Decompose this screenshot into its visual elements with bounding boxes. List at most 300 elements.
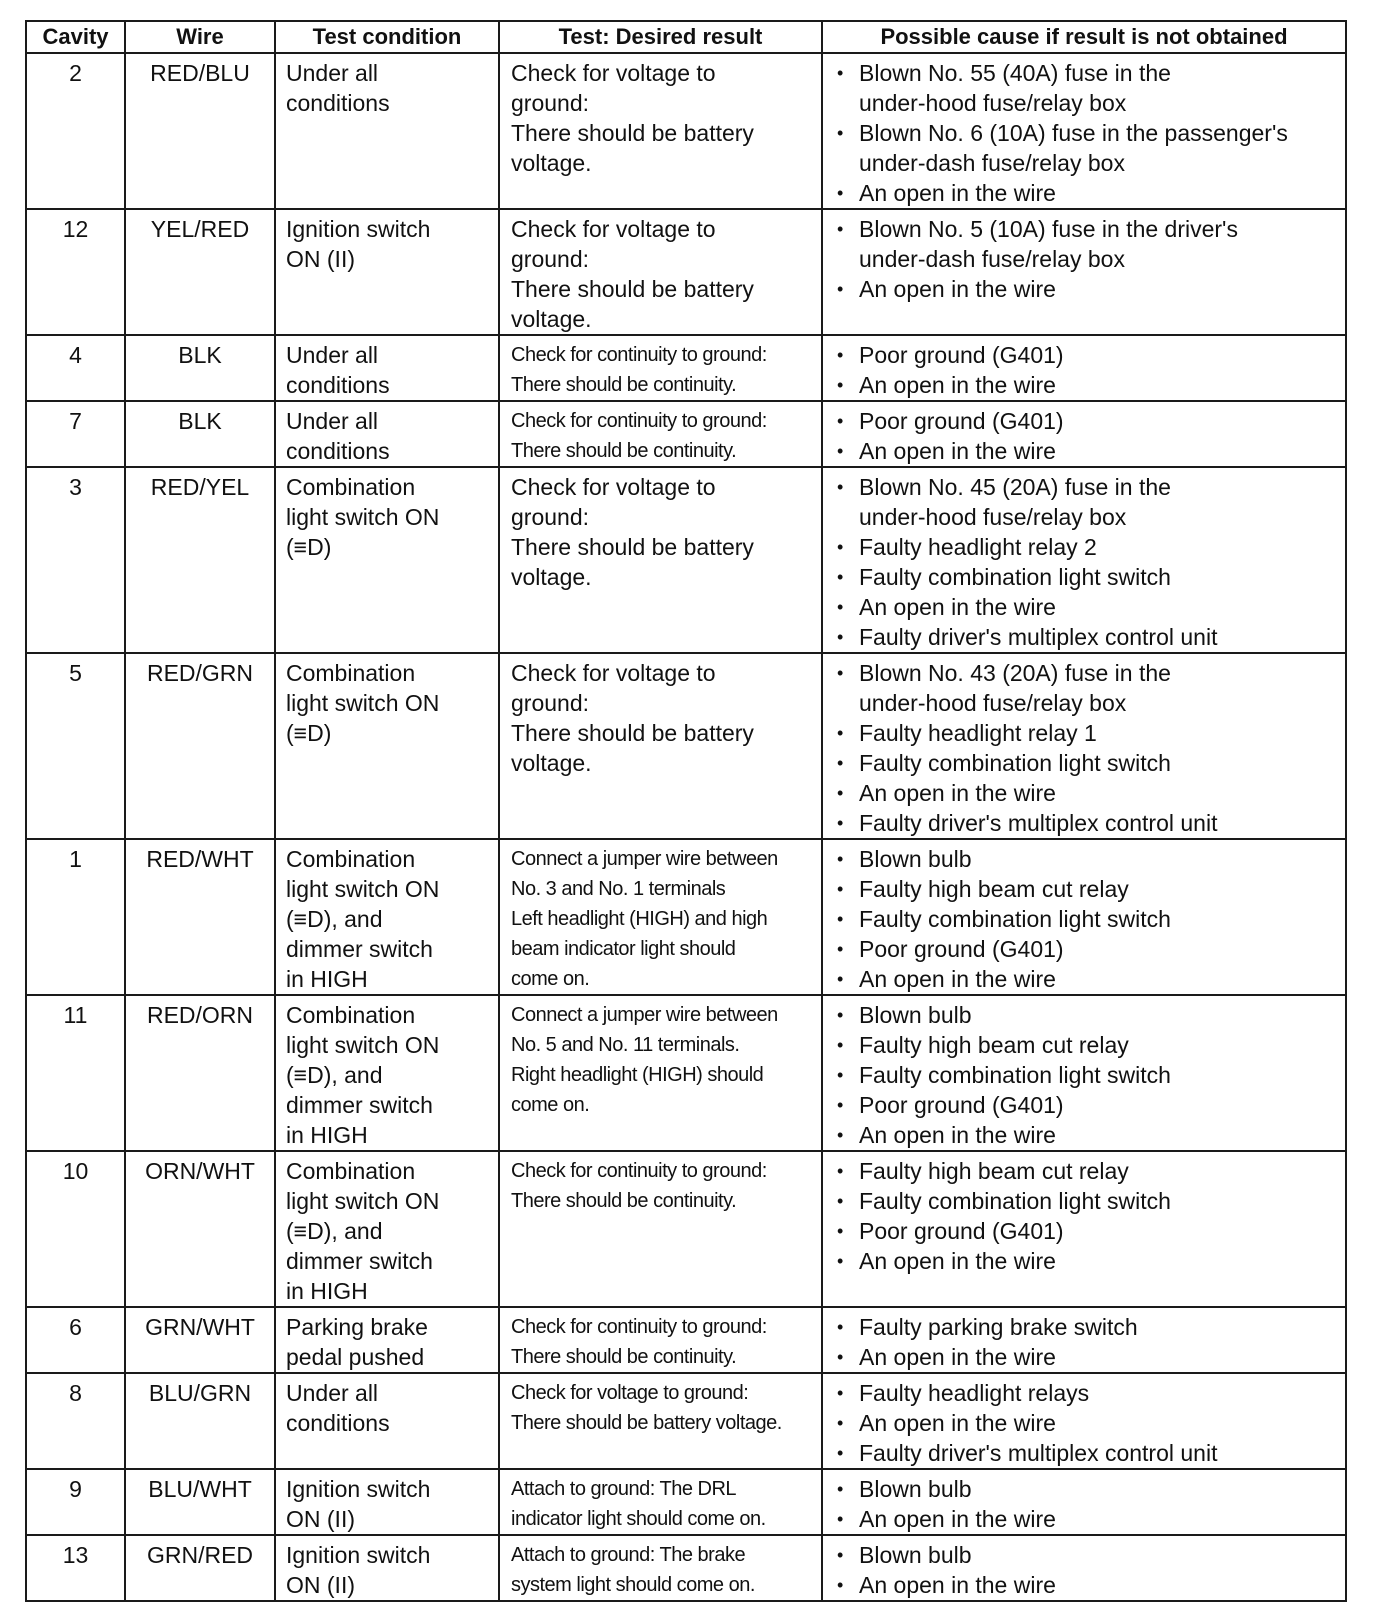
table-row (26, 995, 1346, 1151)
cause-list (837, 1156, 1343, 1276)
cause-text: Faulty parking brake switch (859, 1314, 1138, 1340)
desired-result-line: Check for continuity to ground: (511, 410, 767, 432)
test-condition-line: in HIGH (286, 966, 368, 992)
cause-item (837, 964, 1343, 994)
cause-item (837, 58, 1343, 118)
cause-text: An open in the wire (859, 1410, 1056, 1436)
desired-result-line: ground: (511, 246, 590, 272)
bullet-icon: • (837, 969, 844, 989)
test-condition-cell (275, 995, 499, 1151)
test-condition-line: conditions (286, 90, 390, 116)
cause-text: Blown No. 43 (20A) fuse in the under-hood fuse/relay box (859, 660, 1171, 716)
test-condition-cell (275, 1535, 499, 1601)
desired-result-line: Connect a jumper wire between (511, 848, 778, 870)
desired-result-line: come on. (511, 968, 590, 990)
desired-result-line: ground: (511, 90, 590, 116)
desired-result-line: There should be battery (511, 534, 754, 560)
test-condition-line: conditions (286, 438, 390, 464)
cavity-cell: 11 (26, 995, 125, 1151)
bullet-icon: • (837, 1347, 844, 1367)
wire-cell: BLK (125, 401, 275, 467)
cavity-cell: 12 (26, 209, 125, 335)
bullet-icon: • (837, 1317, 844, 1337)
cause-text: An open in the wire (859, 1344, 1056, 1370)
test-condition-cell (275, 209, 499, 335)
wire-cell: RED/YEL (125, 467, 275, 653)
test-condition-cell (275, 1373, 499, 1469)
test-condition-line: Combination (286, 846, 416, 872)
cause-item (837, 1186, 1343, 1216)
cause-text: An open in the wire (859, 1248, 1056, 1274)
table-row (26, 1535, 1346, 1601)
possible-cause-cell (822, 53, 1346, 209)
desired-result-line: There should be battery voltage. (511, 1412, 782, 1434)
possible-cause-cell (822, 209, 1346, 335)
table-row (26, 1469, 1346, 1535)
bullet-icon: • (837, 411, 844, 431)
bullet-icon: • (837, 783, 844, 803)
desired-result-line: There should be continuity. (511, 1346, 737, 1368)
bullet-icon: • (837, 279, 844, 299)
cause-item (837, 1246, 1343, 1276)
cause-item (837, 274, 1343, 304)
desired-result-line: voltage. (511, 564, 592, 590)
bullet-icon: • (837, 123, 844, 143)
cause-item (837, 1156, 1343, 1186)
table-row (26, 209, 1346, 335)
bullet-icon: • (837, 1251, 844, 1271)
test-condition-line: light switch ON (286, 504, 440, 530)
cause-list (837, 1378, 1343, 1468)
bullet-icon: • (837, 183, 844, 203)
cause-item (837, 178, 1343, 208)
test-condition-cell (275, 1469, 499, 1535)
desired-result-line: Connect a jumper wire between (511, 1004, 778, 1026)
cause-text: Faulty driver's multiplex control unit (859, 1440, 1218, 1466)
test-condition-line: (≡D), and (286, 1062, 383, 1088)
cause-item (837, 808, 1343, 838)
desired-result-line: Check for continuity to ground: (511, 1316, 767, 1338)
desired-result-cell (499, 653, 822, 839)
cause-text: An open in the wire (859, 1506, 1056, 1532)
bullet-icon: • (837, 1575, 844, 1595)
cause-text: Faulty driver's multiplex control unit (859, 624, 1218, 650)
cause-item (837, 1438, 1343, 1468)
cause-list (837, 340, 1343, 400)
test-condition-cell (275, 839, 499, 995)
test-condition-line: dimmer switch (286, 936, 433, 962)
test-condition-line: ON (II) (286, 246, 355, 272)
test-condition-line: Combination (286, 474, 416, 500)
cavity-cell: 3 (26, 467, 125, 653)
desired-result-cell (499, 401, 822, 467)
cavity-cell: 2 (26, 53, 125, 209)
possible-cause-cell (822, 1469, 1346, 1535)
cause-text: An open in the wire (859, 372, 1056, 398)
wire-cell: RED/GRN (125, 653, 275, 839)
table-row (26, 467, 1346, 653)
cause-text: Poor ground (G401) (859, 936, 1064, 962)
bullet-icon: • (837, 939, 844, 959)
table-row (26, 53, 1346, 209)
cause-text: An open in the wire (859, 1572, 1056, 1598)
cause-item (837, 1120, 1343, 1150)
table-row (26, 839, 1346, 995)
bullet-icon: • (837, 441, 844, 461)
cause-list (837, 58, 1343, 208)
desired-result-line: There should be battery (511, 120, 754, 146)
cavity-cell: 5 (26, 653, 125, 839)
cavity-cell: 10 (26, 1151, 125, 1307)
cause-text: An open in the wire (859, 780, 1056, 806)
table-row (26, 1307, 1346, 1373)
possible-cause-cell (822, 401, 1346, 467)
desired-result-cell (499, 1535, 822, 1601)
bullet-icon: • (837, 813, 844, 833)
test-condition-cell (275, 1151, 499, 1307)
desired-result-cell (499, 335, 822, 401)
cause-list (837, 1312, 1343, 1372)
test-condition-line: light switch ON (286, 876, 440, 902)
test-condition-cell (275, 53, 499, 209)
possible-cause-cell (822, 653, 1346, 839)
bullet-icon: • (837, 663, 844, 683)
cause-item (837, 340, 1343, 370)
desired-result-line: Check for voltage to (511, 660, 716, 686)
desired-result-line: ground: (511, 690, 590, 716)
test-condition-line: dimmer switch (286, 1092, 433, 1118)
desired-result-cell (499, 467, 822, 653)
cause-item (837, 622, 1343, 652)
cause-item (837, 214, 1343, 274)
table-row (26, 335, 1346, 401)
cause-item (837, 874, 1343, 904)
cause-text: Faulty combination light switch (859, 1062, 1171, 1088)
cause-text: Blown No. 6 (10A) fuse in the passenger's under-dash fuse/relay box (859, 120, 1288, 176)
test-table (25, 20, 1347, 1602)
bullet-icon: • (837, 1545, 844, 1565)
bullet-icon: • (837, 567, 844, 587)
cause-item (837, 1312, 1343, 1342)
test-condition-line: Combination (286, 1002, 416, 1028)
test-condition-line: (≡D) (286, 534, 332, 560)
cause-item (837, 934, 1343, 964)
test-condition-line: Ignition switch (286, 216, 431, 242)
desired-result-line: voltage. (511, 750, 592, 776)
test-condition-line: light switch ON (286, 1032, 440, 1058)
wire-cell: GRN/RED (125, 1535, 275, 1601)
test-condition-line: Combination (286, 660, 416, 686)
wire-cell: BLK (125, 335, 275, 401)
cause-item (837, 904, 1343, 934)
test-condition-line: Ignition switch (286, 1542, 431, 1568)
cause-text: An open in the wire (859, 438, 1056, 464)
header-test-condition: Test condition (275, 21, 499, 53)
cause-text: Blown No. 45 (20A) fuse in the under-hood fuse/relay box (859, 474, 1171, 530)
cause-item (837, 658, 1343, 718)
test-condition-line: pedal pushed (286, 1344, 425, 1370)
header-wire: Wire (125, 21, 275, 53)
test-condition-line: dimmer switch (286, 1248, 433, 1274)
test-condition-line: ON (II) (286, 1506, 355, 1532)
cause-text: Blown bulb (859, 1002, 972, 1028)
bullet-icon: • (837, 1125, 844, 1145)
wire-cell: YEL/RED (125, 209, 275, 335)
cause-text: An open in the wire (859, 966, 1056, 992)
cause-list (837, 844, 1343, 994)
test-condition-line: light switch ON (286, 1188, 440, 1214)
desired-result-line: Right headlight (HIGH) should (511, 1064, 764, 1086)
possible-cause-cell (822, 1307, 1346, 1373)
desired-result-cell (499, 839, 822, 995)
desired-result-line: There should be continuity. (511, 1190, 737, 1212)
bullet-icon: • (837, 1191, 844, 1211)
desired-result-line: There should be continuity. (511, 374, 737, 396)
cause-text: An open in the wire (859, 594, 1056, 620)
bullet-icon: • (837, 1479, 844, 1499)
cavity-cell: 8 (26, 1373, 125, 1469)
cause-item (837, 532, 1343, 562)
cause-item (837, 1090, 1343, 1120)
bullet-icon: • (837, 723, 844, 743)
test-condition-cell (275, 401, 499, 467)
bullet-icon: • (837, 1221, 844, 1241)
test-condition-line: (≡D) (286, 720, 332, 746)
cause-text: Blown bulb (859, 846, 972, 872)
cause-item (837, 1000, 1343, 1030)
test-condition-line: light switch ON (286, 690, 440, 716)
desired-result-line: No. 5 and No. 11 terminals. (511, 1034, 740, 1056)
cause-item (837, 1504, 1343, 1534)
cause-text: Faulty combination light switch (859, 906, 1171, 932)
possible-cause-cell (822, 1151, 1346, 1307)
desired-result-line: Check for voltage to (511, 474, 716, 500)
cause-item (837, 1030, 1343, 1060)
desired-result-line: Check for voltage to (511, 60, 716, 86)
cause-text: Faulty high beam cut relay (859, 1158, 1129, 1184)
cause-item (837, 406, 1343, 436)
wire-cell: ORN/WHT (125, 1151, 275, 1307)
cause-item (837, 1540, 1343, 1570)
desired-result-line: There should be battery (511, 276, 754, 302)
bullet-icon: • (837, 345, 844, 365)
bullet-icon: • (837, 375, 844, 395)
desired-result-line: beam indicator light should (511, 938, 736, 960)
cause-item (837, 562, 1343, 592)
wire-cell: RED/ORN (125, 995, 275, 1151)
bullet-icon: • (837, 1443, 844, 1463)
desired-result-line: No. 3 and No. 1 terminals (511, 878, 726, 900)
bullet-icon: • (837, 753, 844, 773)
bullet-icon: • (837, 477, 844, 497)
desired-result-line: There should be continuity. (511, 440, 737, 462)
test-condition-line: Combination (286, 1158, 416, 1184)
desired-result-line: voltage. (511, 150, 592, 176)
desired-result-cell (499, 209, 822, 335)
bullet-icon: • (837, 219, 844, 239)
possible-cause-cell (822, 335, 1346, 401)
desired-result-line: system light should come on. (511, 1574, 755, 1596)
desired-result-cell (499, 53, 822, 209)
header-desired-result: Test: Desired result (499, 21, 822, 53)
cause-item (837, 1408, 1343, 1438)
desired-result-line: Check for voltage to (511, 216, 716, 242)
cavity-cell: 9 (26, 1469, 125, 1535)
cause-item (837, 1474, 1343, 1504)
cause-item (837, 1060, 1343, 1090)
table-row (26, 653, 1346, 839)
possible-cause-cell (822, 467, 1346, 653)
cause-text: Blown No. 5 (10A) fuse in the driver's under-dash fuse/relay box (859, 216, 1238, 272)
test-condition-line: in HIGH (286, 1122, 368, 1148)
bullet-icon: • (837, 597, 844, 617)
table-row (26, 401, 1346, 467)
cause-text: Faulty driver's multiplex control unit (859, 810, 1218, 836)
cause-item (837, 472, 1343, 532)
cause-text: An open in the wire (859, 1122, 1056, 1148)
test-condition-cell (275, 653, 499, 839)
possible-cause-cell (822, 1535, 1346, 1601)
bullet-icon: • (837, 1005, 844, 1025)
desired-result-cell (499, 1151, 822, 1307)
bullet-icon: • (837, 1065, 844, 1085)
desired-result-line: come on. (511, 1094, 590, 1116)
test-condition-line: Under all (286, 60, 379, 86)
desired-result-cell (499, 1469, 822, 1535)
bullet-icon: • (837, 1413, 844, 1433)
cavity-cell: 1 (26, 839, 125, 995)
desired-result-line: Left headlight (HIGH) and high (511, 908, 768, 930)
test-condition-line: ON (II) (286, 1572, 355, 1598)
cavity-cell: 6 (26, 1307, 125, 1373)
header-row (26, 21, 1346, 53)
cause-text: Faulty combination light switch (859, 750, 1171, 776)
cause-text: Poor ground (G401) (859, 1092, 1064, 1118)
bullet-icon: • (837, 909, 844, 929)
header-cavity: Cavity (26, 21, 125, 53)
cause-item (837, 118, 1343, 178)
cause-text: Poor ground (G401) (859, 342, 1064, 368)
cause-list (837, 658, 1343, 838)
cavity-cell: 4 (26, 335, 125, 401)
test-condition-line: (≡D), and (286, 1218, 383, 1244)
desired-result-line: indicator light should come on. (511, 1508, 766, 1530)
cause-list (837, 1474, 1343, 1534)
cause-text: Faulty headlight relay 1 (859, 720, 1097, 746)
bullet-icon: • (837, 1095, 844, 1115)
cause-item (837, 1216, 1343, 1246)
cause-item (837, 778, 1343, 808)
cause-list (837, 472, 1343, 652)
possible-cause-cell (822, 839, 1346, 995)
bullet-icon: • (837, 1509, 844, 1529)
cause-item (837, 1570, 1343, 1600)
cause-text: Faulty headlight relays (859, 1380, 1090, 1406)
desired-result-cell (499, 1307, 822, 1373)
possible-cause-cell (822, 995, 1346, 1151)
wire-cell: GRN/WHT (125, 1307, 275, 1373)
bullet-icon: • (837, 1383, 844, 1403)
cause-item (837, 1378, 1343, 1408)
cause-text: An open in the wire (859, 180, 1056, 206)
cavity-cell: 13 (26, 1535, 125, 1601)
test-condition-line: Under all (286, 1380, 379, 1406)
desired-result-cell (499, 1373, 822, 1469)
desired-result-line: voltage. (511, 306, 592, 332)
bullet-icon: • (837, 63, 844, 83)
cause-list (837, 214, 1343, 304)
table-row (26, 1373, 1346, 1469)
cause-text: Blown bulb (859, 1476, 972, 1502)
table-row (26, 1151, 1346, 1307)
cause-item (837, 370, 1343, 400)
cause-item (837, 844, 1343, 874)
cause-text: An open in the wire (859, 276, 1056, 302)
cause-list (837, 1000, 1343, 1150)
wire-cell: RED/BLU (125, 53, 275, 209)
bullet-icon: • (837, 537, 844, 557)
desired-result-line: Check for continuity to ground: (511, 1160, 767, 1182)
cause-text: Poor ground (G401) (859, 1218, 1064, 1244)
bullet-icon: • (837, 1161, 844, 1181)
test-condition-line: Parking brake (286, 1314, 428, 1340)
desired-result-line: There should be battery (511, 720, 754, 746)
cause-text: Faulty high beam cut relay (859, 876, 1129, 902)
cause-text: Faulty high beam cut relay (859, 1032, 1129, 1058)
cause-item (837, 436, 1343, 466)
cause-text: Blown bulb (859, 1542, 972, 1568)
cause-text: Faulty combination light switch (859, 1188, 1171, 1214)
test-condition-line: conditions (286, 372, 390, 398)
possible-cause-cell (822, 1373, 1346, 1469)
desired-result-line: ground: (511, 504, 590, 530)
bullet-icon: • (837, 879, 844, 899)
test-condition-line: in HIGH (286, 1278, 368, 1304)
header-possible-cause: Possible cause if result is not obtained (822, 21, 1346, 53)
cause-list (837, 1540, 1343, 1600)
test-condition-line: Under all (286, 408, 379, 434)
bullet-icon: • (837, 1035, 844, 1055)
test-condition-line: Under all (286, 342, 379, 368)
bullet-icon: • (837, 627, 844, 647)
cause-text: Poor ground (G401) (859, 408, 1064, 434)
cause-text: Faulty headlight relay 2 (859, 534, 1097, 560)
wire-cell: BLU/GRN (125, 1373, 275, 1469)
test-condition-cell (275, 335, 499, 401)
wire-cell: BLU/WHT (125, 1469, 275, 1535)
cause-item (837, 748, 1343, 778)
desired-result-line: Check for continuity to ground: (511, 344, 767, 366)
cause-text: Blown No. 55 (40A) fuse in the under-hood fuse/relay box (859, 60, 1171, 116)
desired-result-line: Attach to ground: The DRL (511, 1478, 737, 1500)
bullet-icon: • (837, 849, 844, 869)
desired-result-line: Attach to ground: The brake (511, 1544, 746, 1566)
test-condition-cell (275, 1307, 499, 1373)
test-condition-line: (≡D), and (286, 906, 383, 932)
cause-item (837, 592, 1343, 622)
desired-result-cell (499, 995, 822, 1151)
cause-item (837, 1342, 1343, 1372)
test-condition-cell (275, 467, 499, 653)
test-condition-line: conditions (286, 1410, 390, 1436)
cavity-cell: 7 (26, 401, 125, 467)
cause-list (837, 406, 1343, 466)
cause-item (837, 718, 1343, 748)
test-condition-line: Ignition switch (286, 1476, 431, 1502)
table-body (26, 53, 1346, 1601)
desired-result-line: Check for voltage to ground: (511, 1382, 749, 1404)
cause-text: Faulty combination light switch (859, 564, 1171, 590)
